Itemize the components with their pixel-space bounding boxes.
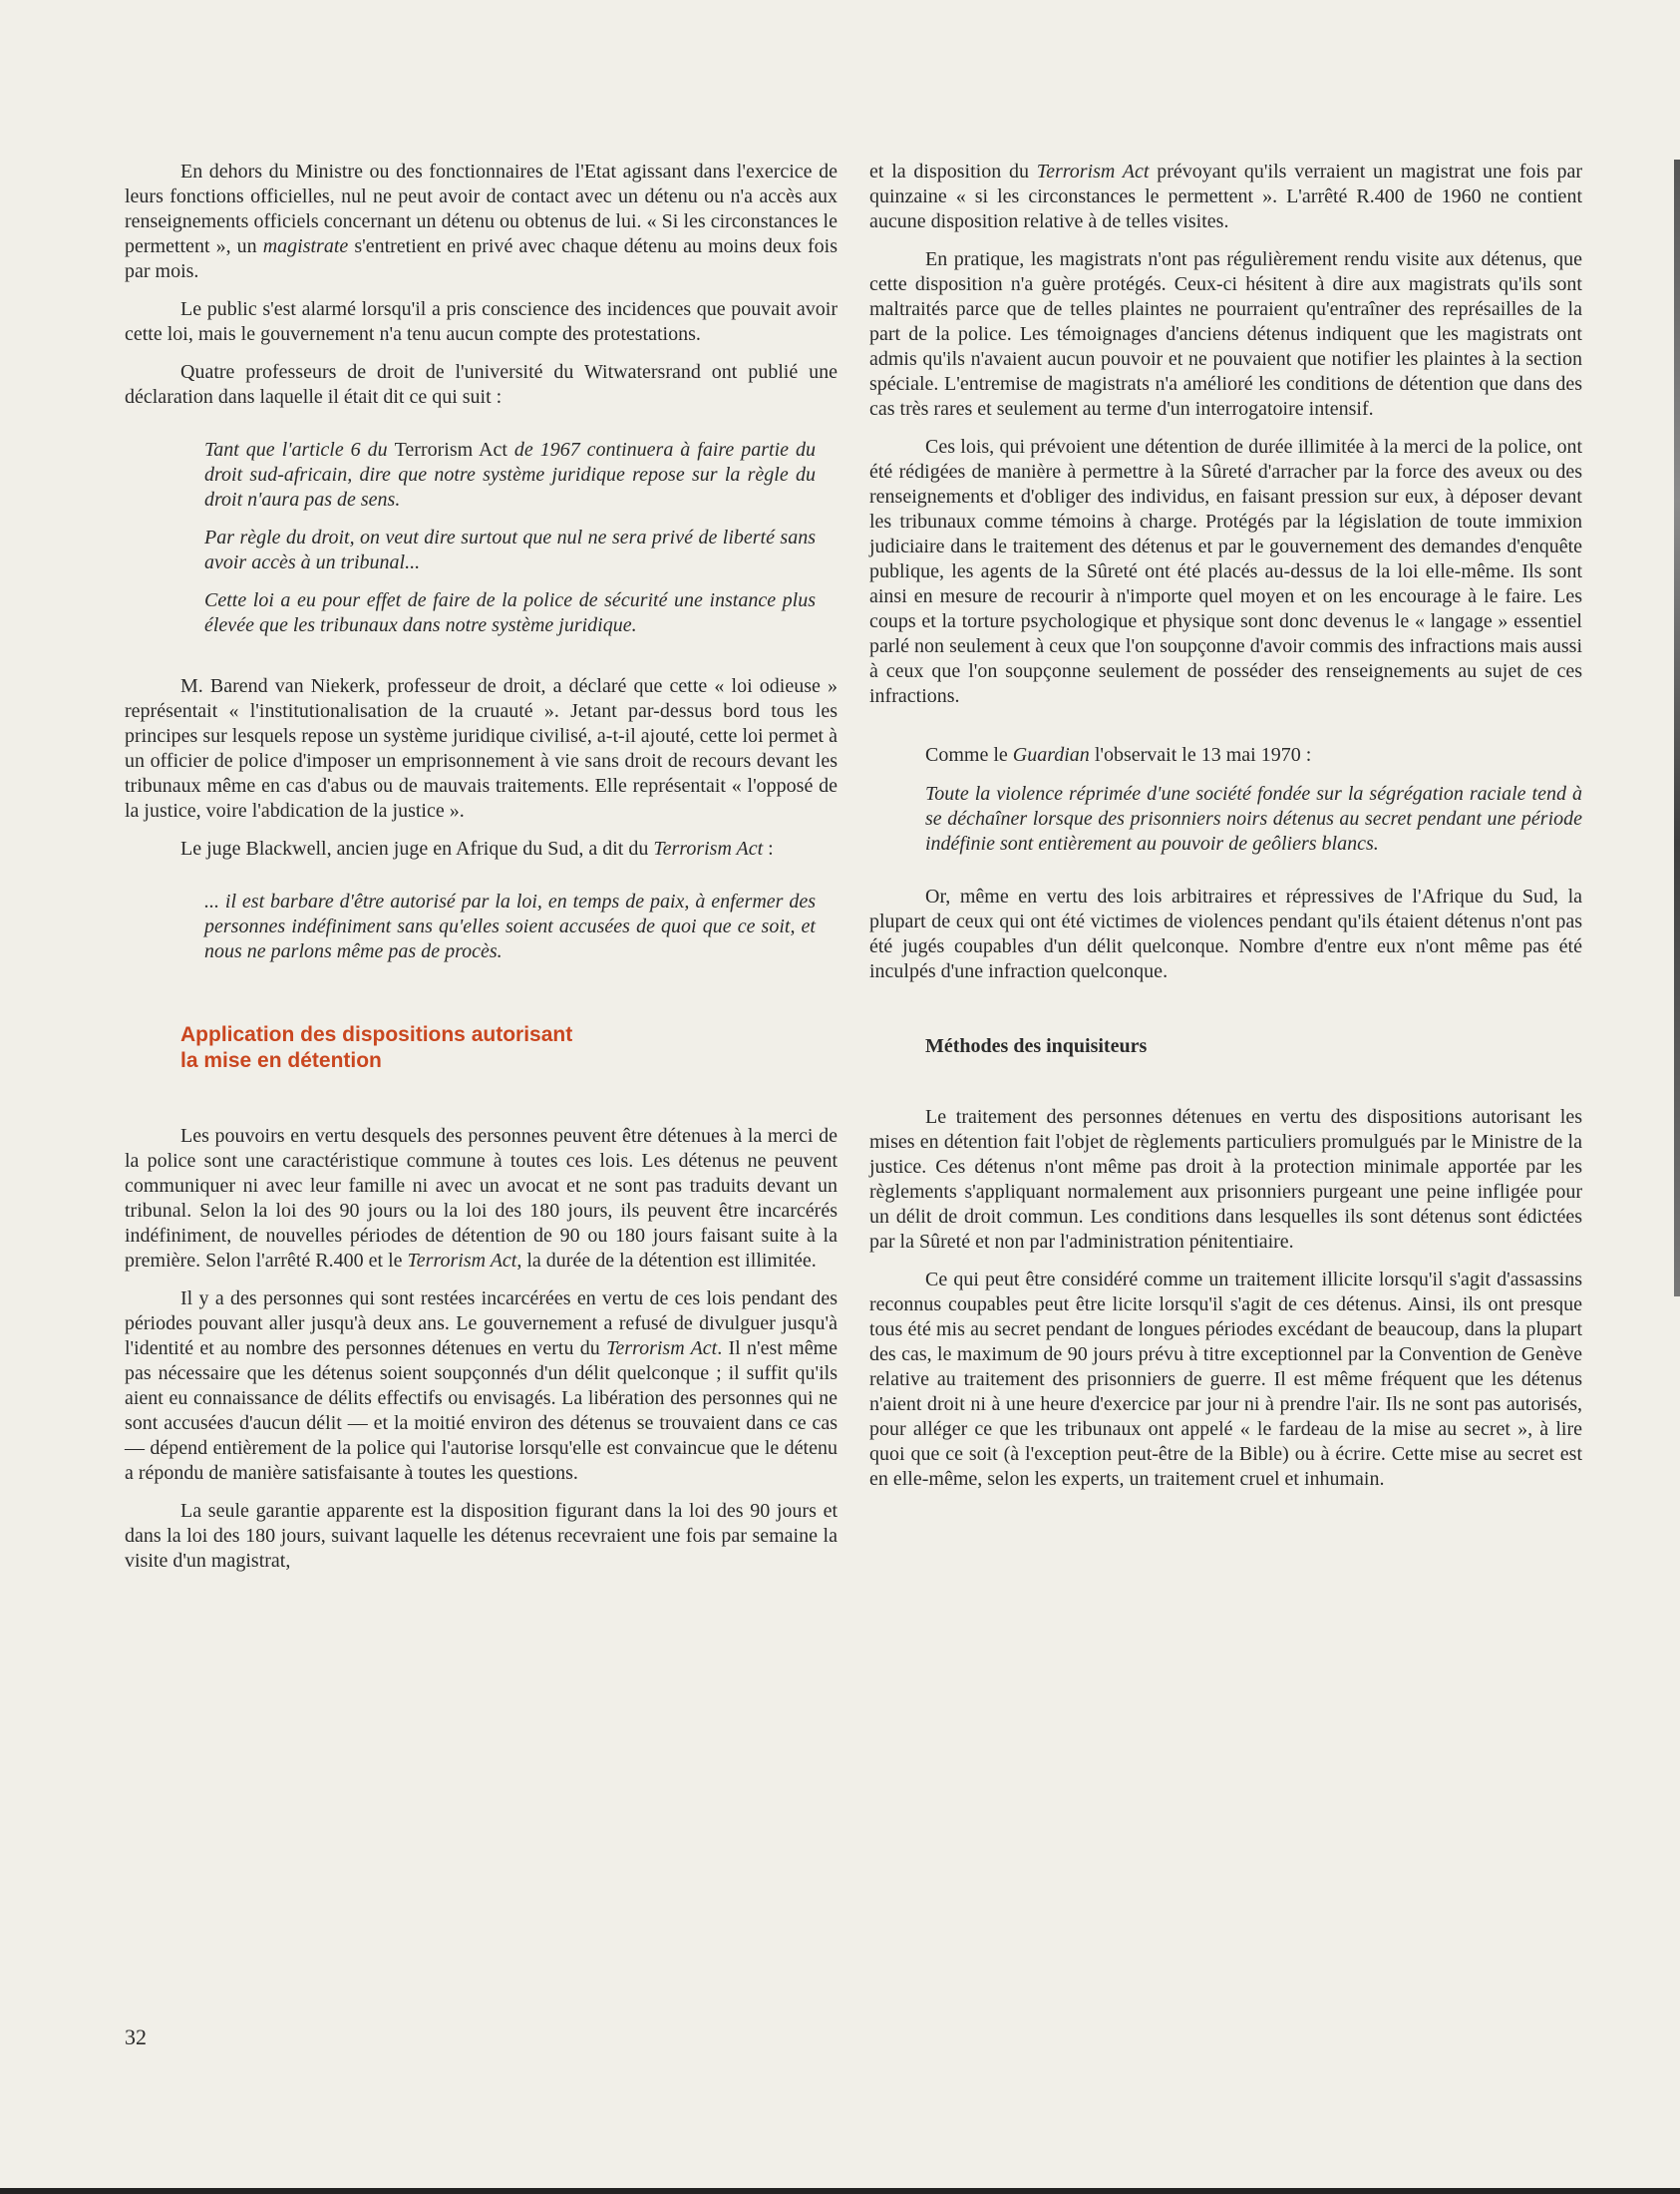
- page-edge-strip: [1674, 160, 1680, 1296]
- paragraph: Quatre professeurs de droit de l'université du Witwatersrand ont publié une déclaration dans laquelle il était dit ce qui suit :: [125, 361, 838, 408]
- subheading: Méthodes des inquisiteurs: [925, 1035, 1148, 1057]
- left-column: [125, 160, 838, 1574]
- paragraph: M. Barend van Niekerk, professeur de droit, a déclaré que cette « loi odieuse » représentait « l'institutionalisation de la cruauté ». Jetant par-dessus bord tous les principes sur lesquels repose un système juridique civilisé, a-t-il ajouté, cette loi permet à un officier de police d'imposer un emprisonnement à vie sans droit de recours devant les tribunaux même en cas d'abus ou de mauvais traitements. Elle représentait « l'opposé de la justice, voire l'abdication de la justice ».: [125, 675, 838, 822]
- block-quote: [204, 890, 816, 964]
- right-column: [869, 160, 1582, 1492]
- paragraph: Les pouvoirs en vertu desquels des personnes peuvent être détenues à la merci de la police sont une caractéristique commune à toutes ces lois. Les détenus ne peuvent communiquer ni avec leur famille ni avec un avocat et ne sont pas traduits devant un tribunal. Selon la loi des 90 jours ou la loi des 180 jours, ils peuvent être incarcérés indéfiniment, de nouvelles périodes de détention de 90 ou 180 jours faisant suite à la première. Selon l'arrêté R.400 et le Terrorism Act, la durée de la détention est illimitée.: [125, 1125, 838, 1272]
- quote-paragraph: Tant que l'article 6 du Terrorism Act de 1967 continuera à faire partie du droit sud-africain, dire que notre système juridique repose sur la règle du droit n'aura pas de sens.: [204, 439, 816, 511]
- quote-paragraph: Toute la violence réprimée d'une société fondée sur la ségrégation raciale tend à se déchaîner lorsque des prisonniers noirs détenus au secret pendant une période indéfinie sont entièrement au pouvoir de geôliers blancs.: [925, 783, 1582, 855]
- paragraph: La seule garantie apparente est la disposition figurant dans la loi des 90 jours et dans la loi des 180 jours, suivant laquelle les détenus recevraient une fois par semaine la visite d'un magistrat,: [125, 1500, 838, 1572]
- paragraph: Le traitement des personnes détenues en vertu des dispositions autorisant les mises en détention fait l'objet de règlements particuliers promulgués par le Ministre de la justice. Ces détenus n'ont même pas droit à la protection minimale apportée par les règlements s'appliquant normalement aux prisonniers purgeant une peine infligée pour un délit de droit commun. Les conditions dans lesquelles ils sont détenus sont édictées par la Sûreté et non par l'administration pénitentiaire.: [869, 1106, 1582, 1253]
- paragraph: Or, même en vertu des lois arbitraires et répressives de l'Afrique du Sud, la plupart de ceux qui ont été victimes de violences pendant qu'ils étaient détenus n'ont pas été jugés coupables d'un délit quelconque. Nombre d'entre eux n'ont même pas été inculpés d'une infraction quelconque.: [869, 886, 1582, 982]
- block-quote: [925, 782, 1582, 857]
- paragraph: Le public s'est alarmé lorsqu'il a pris conscience des incidences que pouvait avoir cette loi, mais le gouvernement n'a tenu aucun compte des protestations.: [125, 298, 838, 345]
- paragraph: et la disposition du Terrorism Act prévoyant qu'ils verraient un magistrat une fois par quinzaine « si les circonstances le permettent ». L'arrêté R.400 de 1960 ne contient aucune disposition relative à de telles visites.: [869, 161, 1583, 232]
- paragraph: Ce qui peut être considéré comme un traitement illicite lorsqu'il s'agit d'assassins reconnus coupables peut être licite lorsqu'il s'agit de ces détenus. Ainsi, ils ont presque tous été mis au secret pendant de longues périodes excédant de beaucoup, dans la plupart des cas, le maximum de 90 jours prévu à titre exceptionnel par la Convention de Genève relative au traitement des prisonniers de guerre. Il est même fréquent que les détenus n'aient droit ni à une heure d'exercice par jour ni à prendre l'air. Ils ne sont pas autorisés, pour alléger ce que les tribunaux ont appelé « le fardeau de la mise au secret », à lire quoi que ce soit (à l'exception peut-être de la Bible) ou à écrire. Cette mise au secret est en elle-même, selon les experts, un traitement cruel et inhumain.: [869, 1269, 1582, 1490]
- quote-paragraph: ... il est barbare d'être autorisé par la loi, en temps de paix, à enfermer des personnes indéfiniment sans qu'elles soient accusées de quoi que ce soit, et nous ne parlons même pas de procès.: [204, 891, 816, 962]
- paragraph: En dehors du Ministre ou des fonctionnaires de l'Etat agissant dans l'exercice de leurs fonctions officielles, nul ne peut avoir de contact avec un détenu ou n'a accès aux renseignements officiels concernant un détenu ou obtenus de lui. « Si les circonstances le permettent », un magistrate s'entretient en privé avec chaque détenu au moins deux fois par mois.: [125, 161, 838, 282]
- paragraph: Le juge Blackwell, ancien juge en Afrique du Sud, a dit du Terrorism Act :: [180, 838, 774, 860]
- quote-paragraph: Par règle du droit, on veut dire surtout que nul ne sera privé de liberté sans avoir accès à un tribunal...: [204, 527, 816, 573]
- paragraph: En pratique, les magistrats n'ont pas régulièrement rendu visite aux détenus, que cette disposition n'a guère protégés. Ceux-ci hésitent à dire aux magistrats qu'ils sont maltraités parce que de telles plaintes ne pourraient qu'entraîner des représailles de la part de la police. Les témoignages d'anciens détenus indiquent que les magistrats ont admis qu'ils n'avaient aucun pouvoir et ne pouvaient que notifier les plaintes à la section spéciale. L'entremise de magistrats n'a amélioré les conditions de détention que dans des cas très rares et seulement au terme d'un interrogatoire intensif.: [869, 248, 1582, 420]
- paragraph: Il y a des personnes qui sont restées incarcérées en vertu de ces lois pendant des périodes pouvant aller jusqu'à deux ans. Le gouvernement a refusé de divulguer jusqu'à l'identité et au nombre des personnes détenues en vertu du Terrorism Act. Il n'est même pas nécessaire que les détenus soient soupçonnés d'un délit quelconque ; il suffit qu'ils aient eu connaissance de délits effectifs ou envisagés. La libération des personnes qui ne sont accusées d'aucun délit — et la moitié environ des détenus se trouvaient dans ce cas — dépend entièrement de la police qui l'autorise lorsqu'elle est convaincue que le détenu a répondu de manière satisfaisante à toutes les questions.: [125, 1287, 839, 1484]
- quote-paragraph: Cette loi a eu pour effet de faire de la police de sécurité une instance plus élevée que les tribunaux dans notre système juridique.: [204, 589, 816, 636]
- block-quote: [204, 438, 816, 638]
- paragraph: Ces lois, qui prévoient une détention de durée illimitée à la merci de la police, ont été rédigées de manière à permettre à la Sûreté d'arracher par la force des aveux ou des renseignements et d'obliger des individus, en faisant pression sur eux, à déposer devant les tribunaux comme témoins à charge. Protégés par la législation de toute immixion judiciaire dans le traitement des détenus et par le gouvernement des demandes d'enquête publique, les agents de la Sûreté ont été placés au-dessus de la loi elle-même. Ils sont ainsi en mesure de recourir à n'importe quel moyen et on les encourage à le faire. Les coups et la torture psychologique et physique sont donc devenus le « langage » essentiel parlé non seulement à ceux que l'on soupçonne d'avoir commis des infractions mais aussi à ceux que l'on soupçonne seulement de posséder des renseignements au sujet de ces infractions.: [869, 436, 1582, 707]
- section-heading: Application des dispositions autorisant la mise en détention: [180, 1023, 573, 1072]
- paragraph: Comme le Guardian l'observait le 13 mai 1970 :: [925, 744, 1312, 766]
- scan-border: [0, 2188, 1680, 2194]
- page-number: 32: [125, 2024, 147, 2049]
